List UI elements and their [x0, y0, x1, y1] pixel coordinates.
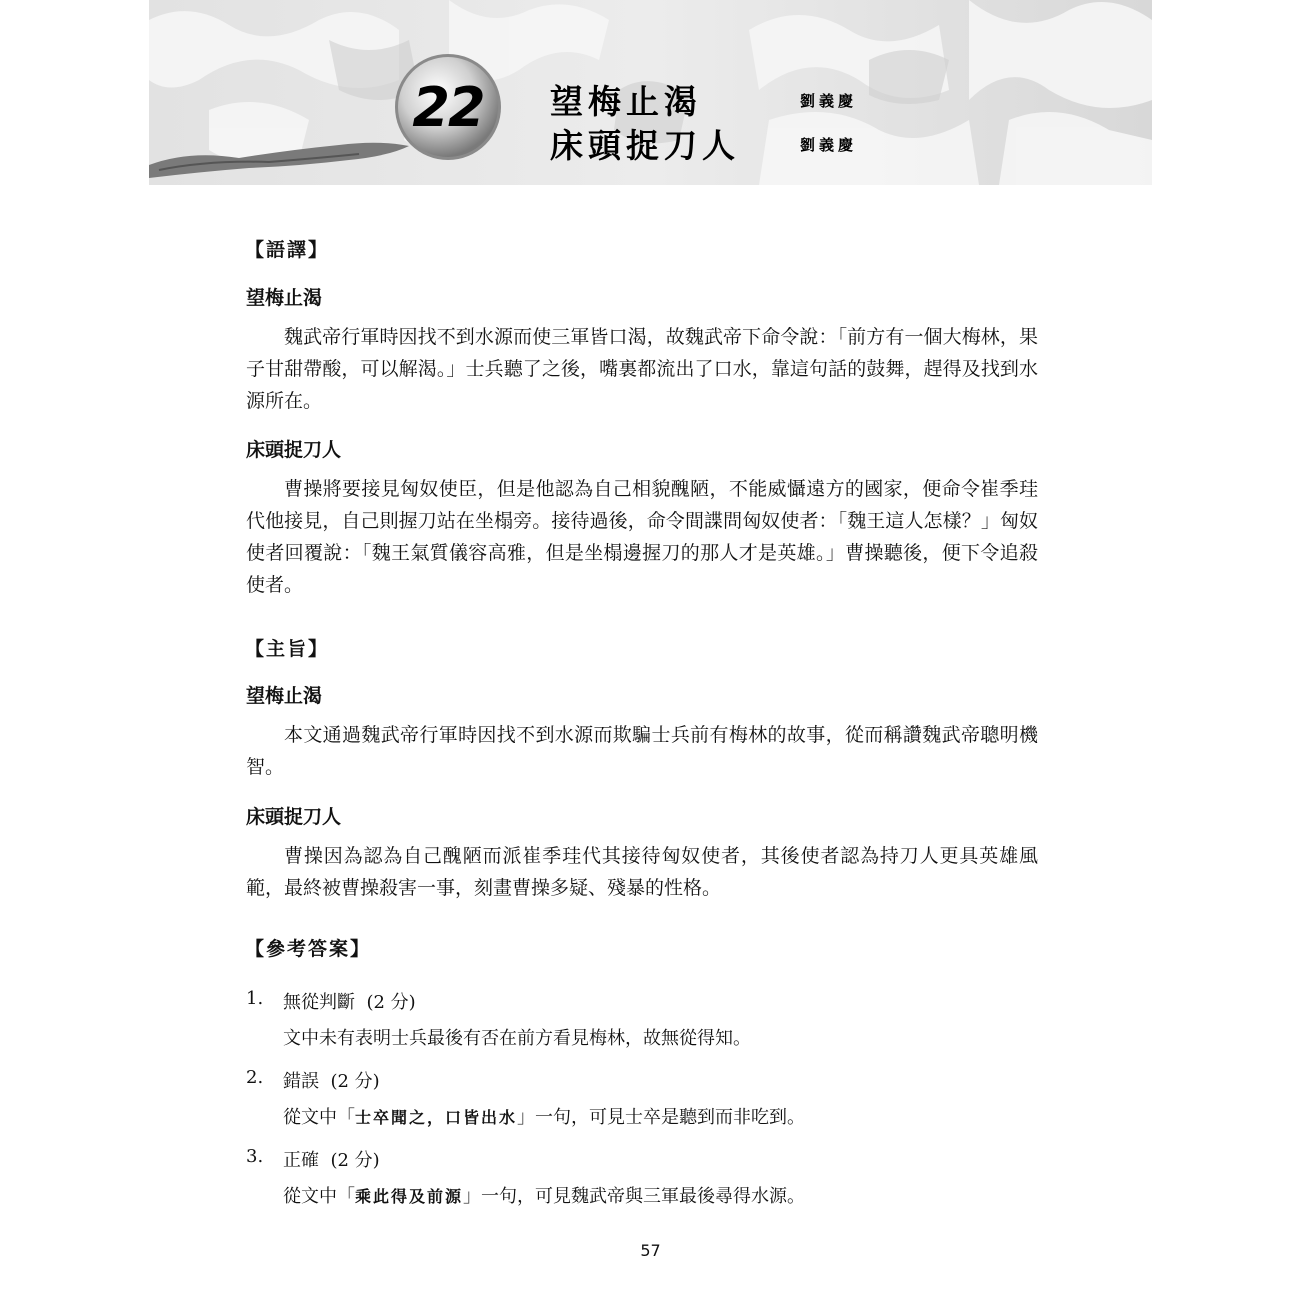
answer-value: 錯誤	[283, 1071, 319, 1092]
translation-paragraph-2: 曹操將要接見匈奴使臣，但是他認為自己相貌醜陋，不能威懾遠方的國家，便命令崔季珪代他接見，自己則握刀站在坐榻旁。接待過後，命令間諜問匈奴使者：「魏王這人怎樣？」匈奴使者回覆說：「魏王氣質儀容高雅，但是坐榻邊握刀的那人才是英雄。」曹操聽後，便下令追殺使者。	[246, 478, 1038, 596]
answer-marks: (2 分)	[366, 992, 416, 1013]
theme-heading: 【主旨】	[245, 638, 330, 660]
answer-note	[283, 1182, 805, 1208]
answer-note: 文中未有表明士兵最後有否在前方看見梅林，故無從得知。	[283, 1028, 751, 1049]
answer-note	[283, 1103, 805, 1129]
note-prefix: 從文中「	[283, 1186, 355, 1207]
theme-paragraph-1: 本文通過魏武帝行軍時因找不到水源而欺騙士兵前有梅林的故事，從而稱讚魏武帝聰明機智。	[246, 724, 1038, 778]
lesson-number: 22	[412, 76, 484, 139]
note-prefix: 從文中「	[283, 1107, 355, 1128]
lesson-title-1: 望梅止渴	[550, 82, 702, 121]
page-number: 57	[640, 1241, 661, 1260]
translation-paragraph-1: 魏武帝行軍時因找不到水源而使三軍皆口渴，故魏武帝下命令說：「前方有一個大梅林，果子甘甜帶酸，可以解渴。」士兵聽了之後，嘴裏都流出了口水，靠這句話的鼓舞，趕得及找到水源所在。	[246, 326, 1038, 412]
answer-value: 無從判斷	[283, 992, 355, 1013]
classical-quote: 乘此得及前源	[355, 1187, 464, 1206]
note-suffix: 」一句，可見士卒是聽到而非吃到。	[517, 1107, 806, 1128]
answer-number: 1.	[246, 988, 264, 1009]
lesson-author-1: 劉義慶	[800, 92, 858, 110]
theme-subtitle-2: 床頭捉刀人	[246, 806, 342, 828]
answer-number: 3.	[246, 1146, 264, 1167]
answer-line	[283, 1146, 380, 1172]
answer-marks: (2 分)	[330, 1150, 380, 1171]
answer-value: 正確	[283, 1150, 319, 1171]
theme-paragraph-2: 曹操因為認為自己醜陋而派崔季珪代其接待匈奴使者，其後使者認為持刀人更具英雄風範，最終被曹操殺害一事，刻畫曹操多疑、殘暴的性格。	[246, 845, 1038, 899]
translation-heading: 【語譯】	[245, 239, 330, 261]
classical-quote: 士卒聞之，口皆出水	[355, 1108, 518, 1127]
lesson-author-2: 劉義慶	[800, 136, 858, 154]
answer-line	[283, 1067, 380, 1093]
answer-marks: (2 分)	[330, 1071, 380, 1092]
translation-subtitle-1: 望梅止渴	[246, 287, 323, 309]
answer-number: 2.	[246, 1067, 264, 1088]
answer-line	[283, 988, 416, 1014]
translation-subtitle-2: 床頭捉刀人	[246, 439, 342, 461]
answers-heading: 【參考答案】	[245, 938, 372, 960]
theme-subtitle-1: 望梅止渴	[246, 685, 323, 707]
note-suffix: 」一句，可見魏武帝與三軍最後尋得水源。	[463, 1186, 806, 1207]
lesson-title-2: 床頭捉刀人	[550, 126, 740, 165]
